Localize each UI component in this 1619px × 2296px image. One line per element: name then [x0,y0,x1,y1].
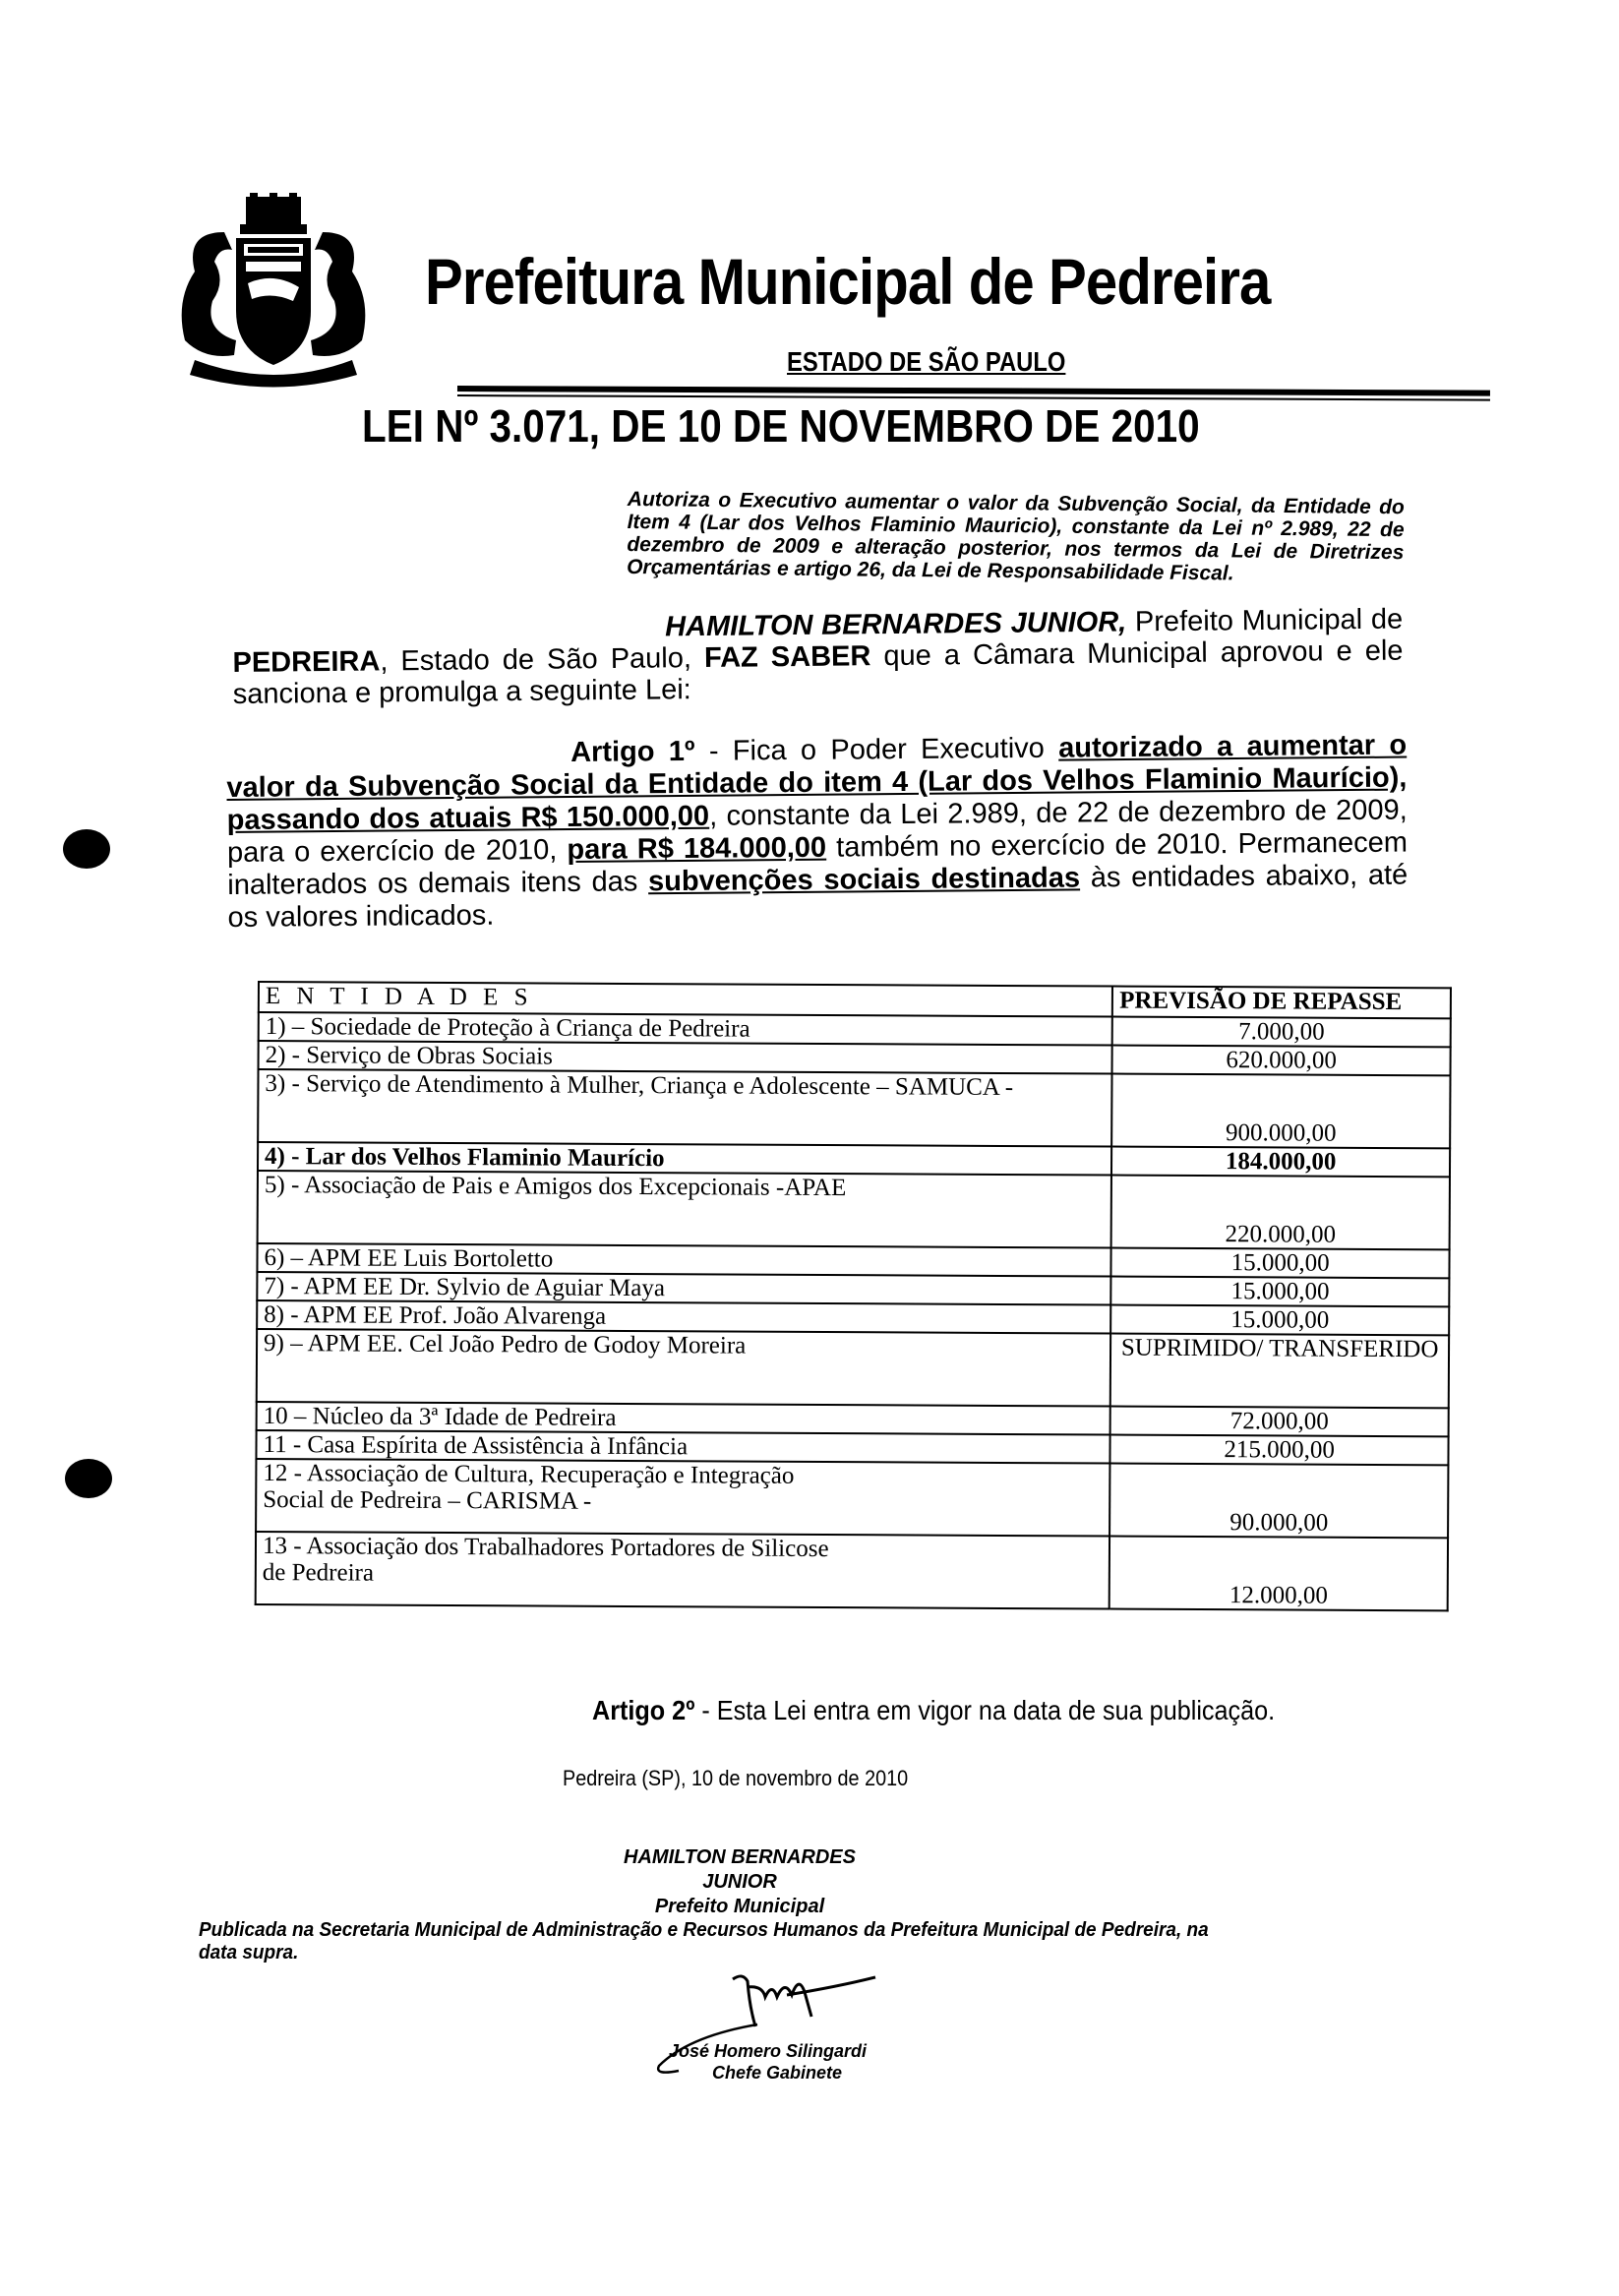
law-ementa: Autoriza o Executivo aumentar o valor da Subvenção Social, da Entidade do Item 4 (Lar dos Velhos Flaminio Mauricio), constante da Lei nº 2.989, 22 de dezembro de 2009 e alteração posterior, nos termos da Lei de Diretrizes Orçamentárias e artigo 26, da Lei de Responsabilidade Fiscal. [627,488,1405,585]
value-cell: SUPRIMIDO/ TRANSFERIDO [1110,1334,1449,1409]
table-row [258,1171,1450,1249]
entity-cell: 10 – Núcleo da 3ª Idade de Pedreira [257,1402,1110,1435]
entity-cell: 1) – Sociedade de Proteção à Criança de Pedreira [259,1012,1112,1046]
article-text: , constante da Lei 2.989, de 22 de dezembro de 2009, para o exercício de 2010, [226,794,1408,869]
table-row [256,1459,1448,1538]
value-cell: 15.000,00 [1111,1248,1450,1279]
value-cell: 12.000,00 [1109,1537,1448,1611]
entity-cell: 12 - Associação de Cultura, Recuperação e Integração Social de Pedreira – CARISMA - [256,1459,1110,1537]
punch-hole [63,829,110,869]
entity-cell: 7) - APM EE Dr. Sylvio de Aguiar Maya [257,1272,1110,1305]
chief-name: José Homero Silingardi [669,2041,868,2061]
entity-cell: 11 - Casa Espírita de Assistência à Infância [256,1430,1109,1464]
signer-name: HAMILTON BERNARDES JUNIOR [624,1846,856,1893]
signer-role: Prefeito Municipal [654,1896,825,1917]
article-emphasis: subvenções sociais destinadas [647,862,1081,898]
value-cell: 184.000,00 [1111,1147,1450,1178]
value-cell: 90.000,00 [1109,1464,1448,1539]
table-row [257,1329,1449,1408]
entity-cell: 13 - Associação dos Trabalhadores Portadores de Silicose de Pedreira [256,1532,1110,1609]
article-text: também no exercício de 2010. Permanecem inalterados os demais itens das [227,826,1409,901]
intro-paragraph [232,604,1404,710]
value-cell: 220.000,00 [1111,1176,1450,1250]
subsidy-table [255,981,1452,1611]
header-title: Prefeitura Municipal de Pedreira [425,245,1271,318]
value-cell: 620.000,00 [1112,1046,1451,1076]
city-name: PEDREIRA [232,645,381,679]
punch-hole [65,1459,112,1498]
signer-block [612,1845,868,1919]
entity-cell: 2) - Serviço de Obras Sociais [259,1041,1112,1074]
value-cell: 72.000,00 [1110,1407,1449,1437]
article-1 [226,730,1409,935]
entity-cell: 5) - Associação de Pais e Amigos dos Excepcionais -APAE [258,1171,1112,1248]
header-entidades: E N T I D A D E S [259,982,1112,1017]
entity-cell: 4) - Lar dos Velhos Flaminio Maurício [258,1142,1111,1176]
entity-cell: 6) – APM EE Luis Bortoletto [257,1243,1110,1277]
article-emphasis: para R$ 184.000,00 [567,831,827,866]
intro-text: , Estado de São Paulo, [380,641,705,678]
faz-saber: FAZ SABER [703,640,871,674]
article-text: - Fica o Poder Executivo [694,732,1059,767]
value-cell: 15.000,00 [1111,1277,1450,1307]
article-2-label: Artigo 2º [592,1695,695,1725]
law-title: LEI Nº 3.071, DE 10 DE NOVEMBRO DE 2010 [362,400,1200,452]
intro-text: Prefeito Municipal de [1126,603,1404,638]
mayor-name: HAMILTON BERNARDES JUNIOR, [664,606,1127,643]
article-emphasis: autorizado a aumentar o valor da Subvenção Social da Entidade do item 4 (Lar dos Velhos Flaminio Maurício), passando dos atuais R$ 150.000,00 [226,729,1408,836]
article-2-text: - Esta Lei entra em vigor na data de sua publicação. [694,1695,1276,1725]
intro-text: que a Câmara Municipal aprovou e ele sanciona e promulga a seguinte Lei: [232,634,1404,710]
value-cell: 215.000,00 [1110,1435,1449,1466]
entity-cell: 8) - APM EE Prof. João Alvarenga [257,1300,1110,1334]
coat-of-arms-icon [165,193,382,390]
article-text: às entidades abaixo, até os valores indicados. [227,859,1409,934]
chief-block [669,2040,867,2084]
place-date: Pedreira (SP), 10 de novembro de 2010 [563,1766,909,1790]
chief-role: Chefe Gabinete [712,2063,843,2083]
article-1-label: Artigo 1º [570,735,695,768]
header-previsao: PREVISÃO DE REPASSE [1112,987,1451,1019]
value-cell: 900.000,00 [1111,1074,1450,1149]
header-subtitle: ESTADO DE SÃO PAULO [787,346,1066,377]
table-row [256,1532,1448,1610]
publication-note: Publicada na Secretaria Municipal de Administração e Recursos Humanos da Prefeitura Municipal de Pedreira, na data supra. [199,1919,1209,1964]
value-cell: 15.000,00 [1110,1305,1449,1336]
article-2 [592,1695,1275,1726]
table-row [258,1069,1450,1148]
entity-cell: 3) - Serviço de Atendimento à Mulher, Criança e Adolescente – SAMUCA - [258,1069,1112,1147]
value-cell: 7.000,00 [1112,1017,1451,1048]
entity-cell: 9) – APM EE. Cel João Pedro de Godoy Moreira [257,1329,1111,1407]
